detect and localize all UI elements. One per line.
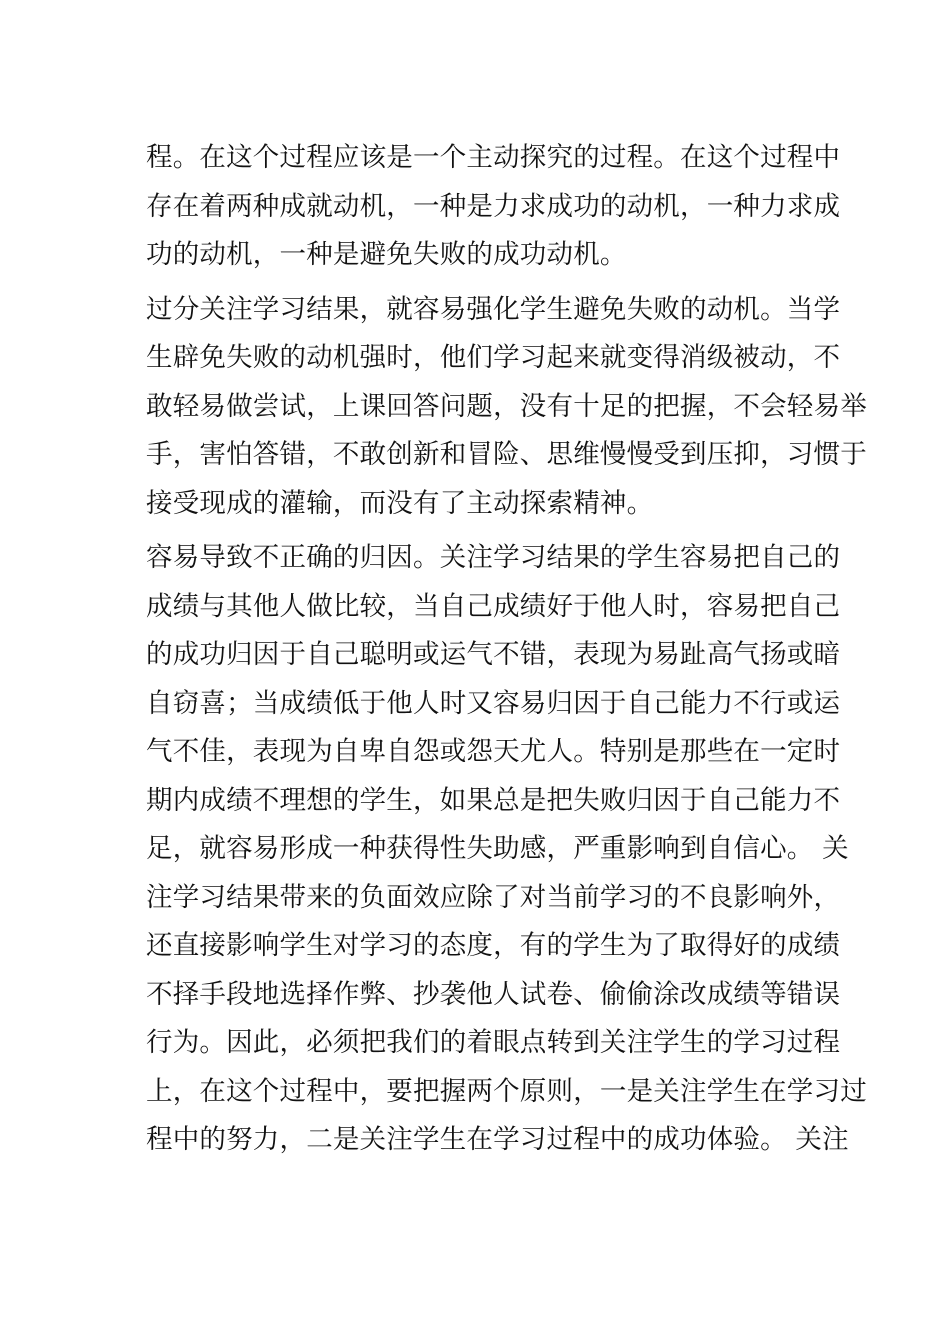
text-line: 程中的努力，二是关注学生在学习过程中的成功体验。 关注	[146, 1124, 849, 1155]
text-line: 过分关注学习结果，就容易强化学生避免失败的动机。当学	[146, 293, 841, 325]
text-line: 气不佳，表现为自卑自怨或怨天尤人。特别是那些在一定时	[146, 736, 841, 767]
text-line: 还直接影响学生对学习的态度，有的学生为了取得好的成绩	[146, 930, 841, 961]
paragraph-3	[146, 534, 867, 1165]
text-line: 不择手段地选择作弊、抄袭他人试卷、偷偷涂改成绩等错误	[146, 978, 841, 1010]
document-body	[146, 134, 867, 1171]
text-line: 行为。因此，必须把我们的着眼点转到关注学生的学习过程	[146, 1027, 841, 1058]
text-line: 容易导致不正确的归因。关注学习结果的学生容易把自己的	[146, 542, 841, 573]
text-line: 生辟免失败的动机强时，他们学习起来就变得消级被动，不	[146, 342, 841, 373]
text-line: 程。在这个过程应该是一个主动探究的过程。在这个过程中	[146, 142, 841, 173]
text-line: 上，在这个过程中，要把握两个原则，一是关注学生在学习过	[146, 1075, 867, 1107]
text-line: 足，就容易形成一种获得性失助感，严重影响到自信心。 关	[146, 833, 849, 864]
text-line: 接受现成的灌输，而没有了主动探索精神。	[146, 487, 654, 519]
text-line: 的成功归因于自己聪明或运气不错，表现为易趾高气扬或暗	[146, 639, 841, 670]
text-line: 期内成绩不理想的学生，如果总是把失败归因于自己能力不	[146, 784, 841, 816]
text-line: 手，害怕答错，不敢创新和冒险、思维慢慢受到压抑，习惯于	[146, 439, 867, 470]
text-line: 注学习结果带来的负面效应除了对当前学习的不良影响外，	[146, 881, 841, 913]
text-line: 存在着两种成就动机，一种是力求成功的动机，一种力求成	[146, 190, 841, 222]
paragraph-2	[146, 286, 867, 529]
text-line: 成绩与其他人做比较，当自己成绩好于他人时，容易把自己	[146, 590, 841, 622]
text-line: 功的动机，一种是避免失败的成功动机。	[146, 239, 627, 270]
text-line: 自窃喜；当成绩低于他人时又容易归因于自己能力不行或运	[146, 687, 841, 719]
paragraph-1	[146, 134, 841, 280]
text-line: 敢轻易做尝试，上课回答问题，没有十足的把握，不会轻易举	[146, 390, 867, 422]
